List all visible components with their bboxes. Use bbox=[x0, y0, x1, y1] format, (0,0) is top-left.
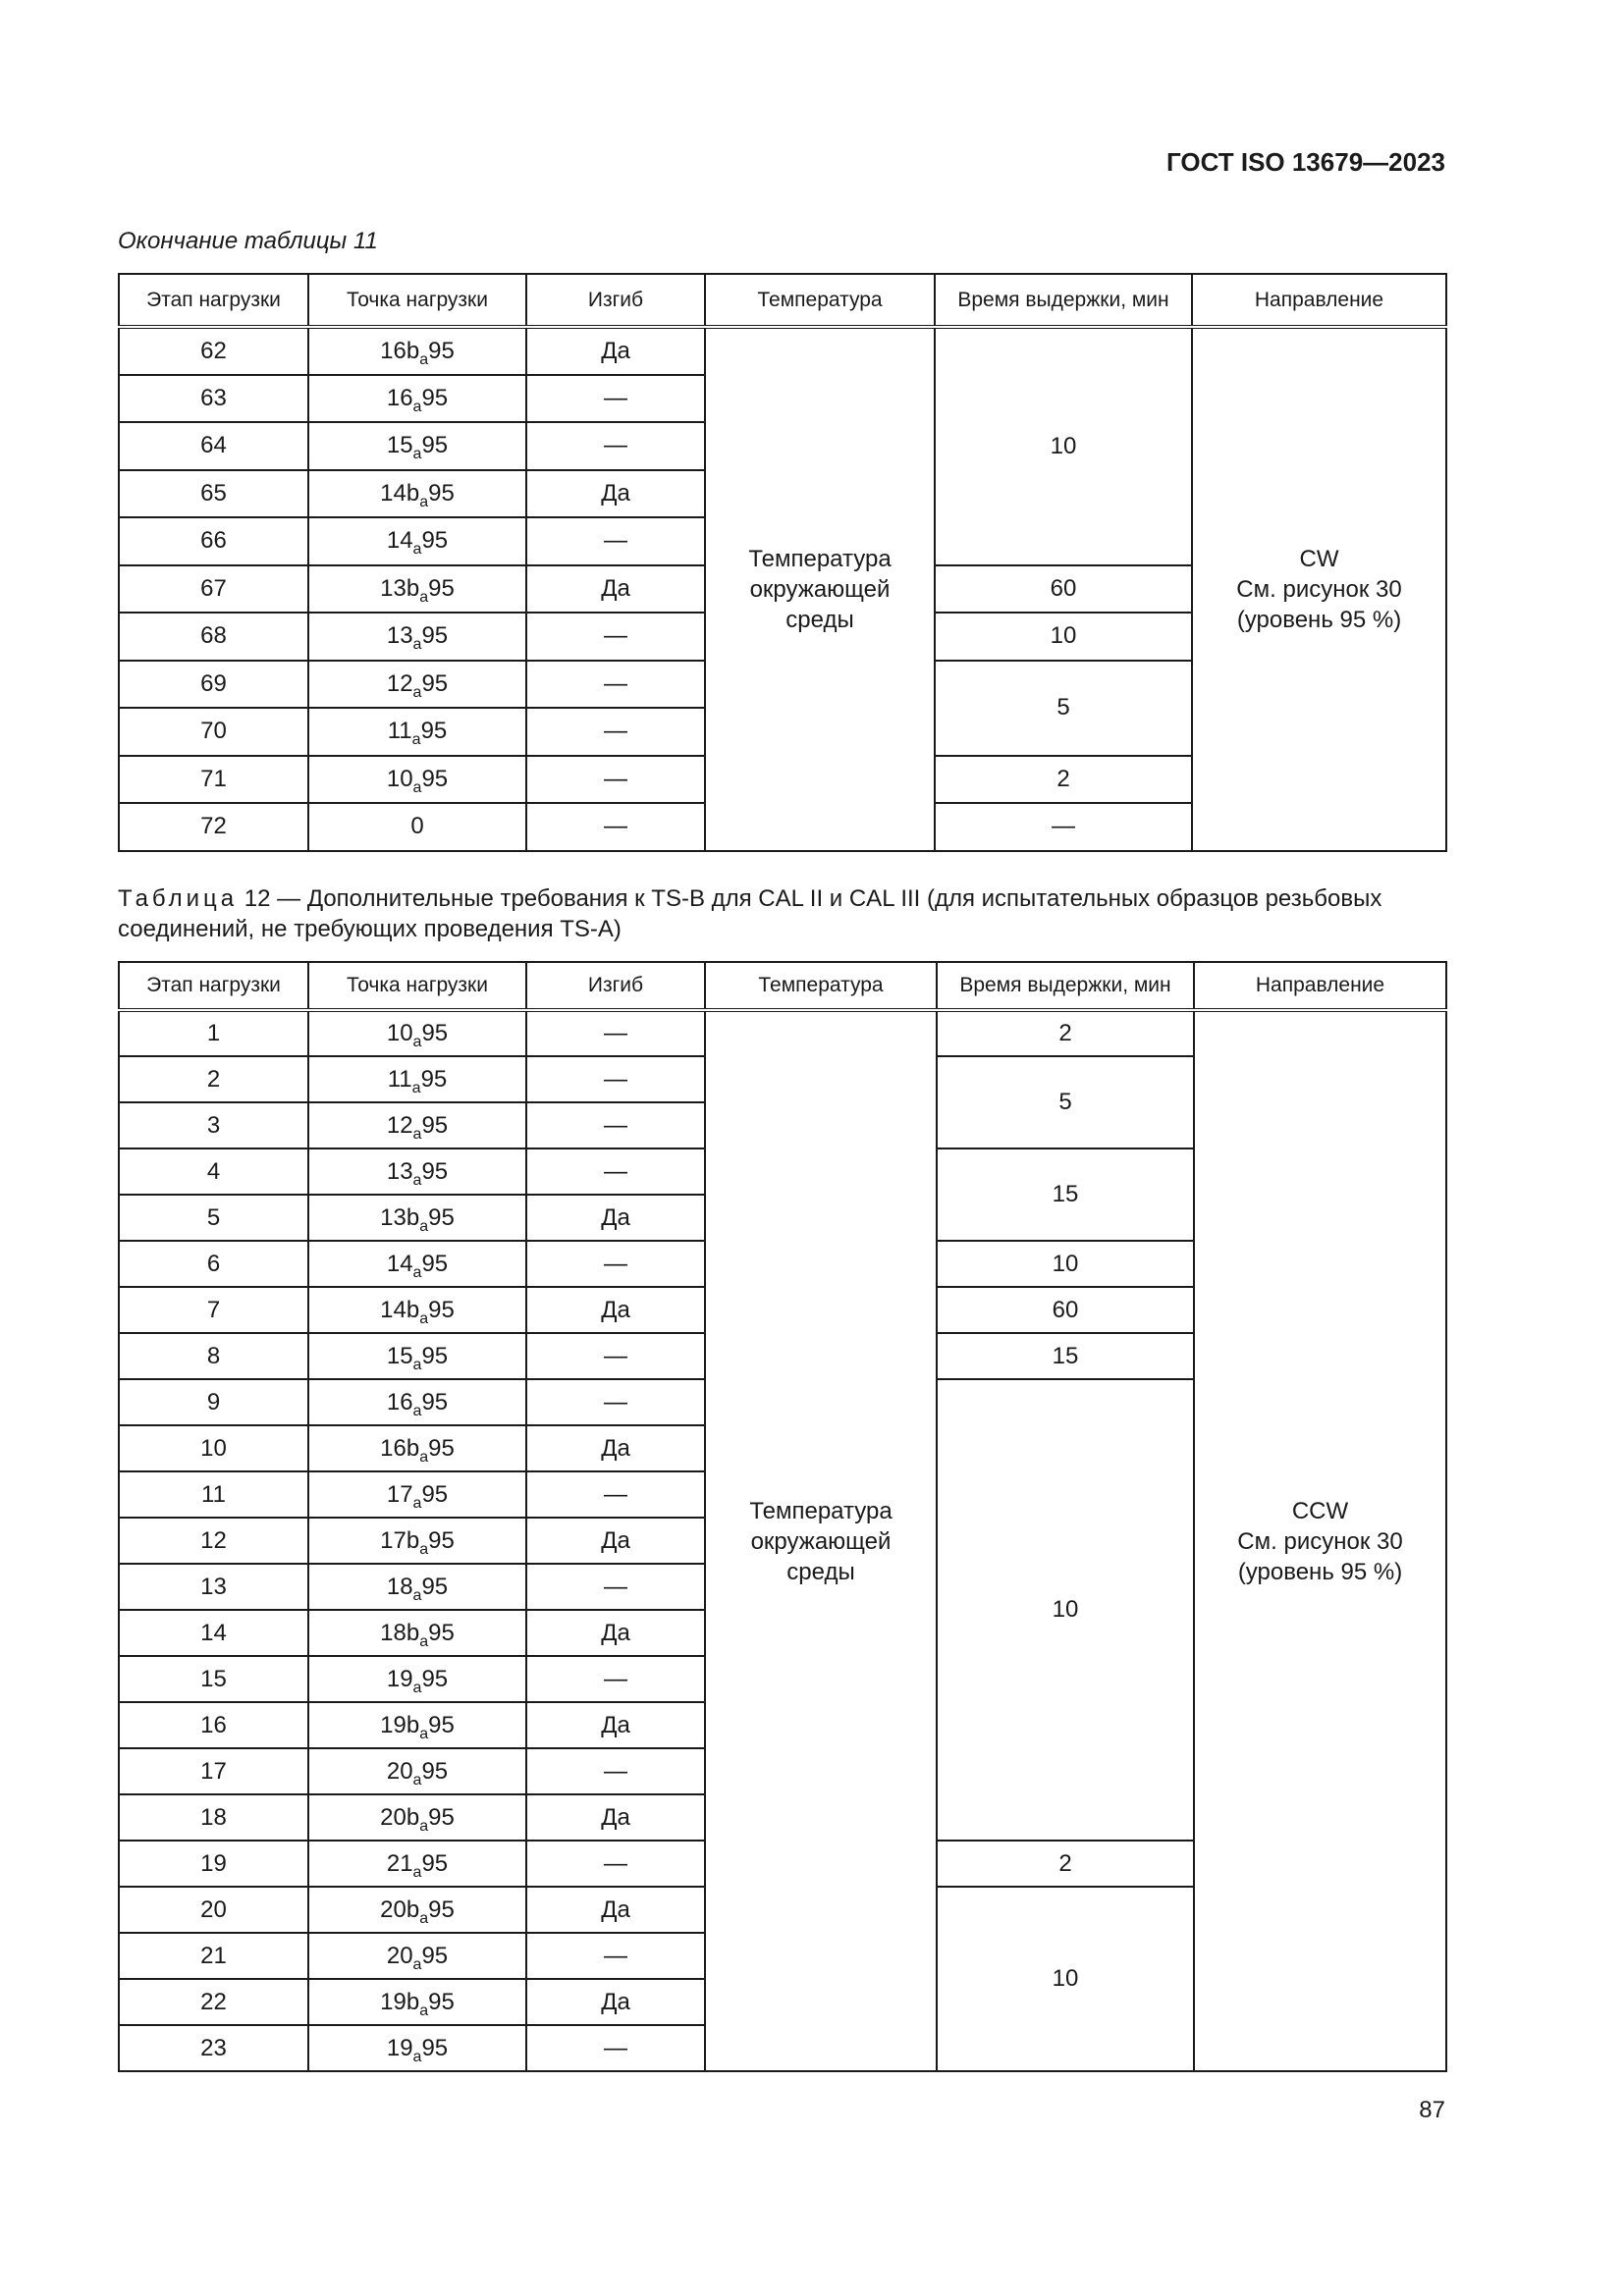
stage-cell: 16 bbox=[119, 1702, 308, 1748]
hold-time-cell: 2 bbox=[937, 1841, 1194, 1887]
load-point-subscript: a bbox=[412, 446, 422, 463]
load-point-main: 13b bbox=[380, 574, 420, 602]
load-point-subscript: a bbox=[419, 493, 429, 510]
load-point-tail: 95 bbox=[421, 622, 449, 650]
load-point-tail: 95 bbox=[428, 1711, 455, 1738]
load-point-tail: 95 bbox=[420, 1065, 448, 1093]
load-point-main: 18 bbox=[386, 1573, 413, 1600]
load-point-main: 19 bbox=[386, 1665, 413, 1692]
load-point-subscript: a bbox=[412, 1263, 422, 1281]
table-12 bbox=[118, 961, 1447, 2072]
load-point-main: 18b bbox=[380, 1619, 420, 1646]
hold-time-cell: 10 bbox=[935, 613, 1192, 661]
bend-cell: — bbox=[526, 1102, 705, 1148]
load-point-cell bbox=[308, 1241, 526, 1287]
load-point-main: 14 bbox=[386, 1250, 413, 1277]
table-row bbox=[119, 327, 1446, 375]
bend-cell: — bbox=[526, 1333, 705, 1379]
load-point-subscript: a bbox=[412, 2048, 422, 2065]
hold-time-cell: 10 bbox=[937, 1887, 1194, 2071]
load-point-cell bbox=[308, 1887, 526, 1933]
load-point-subscript: a bbox=[412, 683, 422, 701]
load-point-cell bbox=[308, 1010, 526, 1056]
load-point-subscript: a bbox=[419, 1817, 429, 1835]
load-point-subscript: a bbox=[419, 1217, 429, 1235]
bend-cell: Да bbox=[526, 565, 705, 614]
temperature-line: среды bbox=[786, 1558, 855, 1585]
bend-cell: Да bbox=[526, 1794, 705, 1841]
load-point-main: 15 bbox=[386, 1342, 413, 1369]
load-point-tail: 95 bbox=[421, 1111, 449, 1139]
load-point-tail: 95 bbox=[421, 1342, 449, 1369]
load-point-subscript: a bbox=[412, 636, 422, 654]
stage-cell: 22 bbox=[119, 1979, 308, 2025]
load-point-main: 14b bbox=[380, 1296, 420, 1323]
stage-cell: 70 bbox=[119, 708, 308, 756]
load-point-main: 20b bbox=[380, 1896, 420, 1923]
load-point-cell bbox=[308, 661, 526, 709]
load-point-cell bbox=[308, 1333, 526, 1379]
hold-time-cell: 2 bbox=[937, 1010, 1194, 1056]
load-point-tail: 95 bbox=[421, 432, 449, 459]
stage-cell: 5 bbox=[119, 1195, 308, 1241]
load-point-main: 20 bbox=[386, 1757, 413, 1785]
load-point-main: 17 bbox=[386, 1480, 413, 1508]
stage-cell: 19 bbox=[119, 1841, 308, 1887]
load-point-cell bbox=[308, 1841, 526, 1887]
load-point-cell bbox=[308, 1379, 526, 1425]
bend-cell: — bbox=[526, 375, 705, 423]
load-point-main: 16 bbox=[386, 1388, 413, 1415]
page-number: 87 bbox=[1419, 2097, 1445, 2123]
bend-cell: — bbox=[526, 1564, 705, 1610]
load-point-main: 13b bbox=[380, 1203, 420, 1231]
load-point-main: 10 bbox=[386, 765, 413, 792]
load-point-subscript: a bbox=[412, 1034, 422, 1050]
stage-cell: 12 bbox=[119, 1518, 308, 1564]
stage-cell: 62 bbox=[119, 327, 308, 375]
stage-cell: 1 bbox=[119, 1010, 308, 1056]
load-point-subscript: a bbox=[419, 588, 429, 606]
bend-cell: — bbox=[526, 803, 705, 851]
stage-cell: 18 bbox=[119, 1794, 308, 1841]
stage-cell: 10 bbox=[119, 1425, 308, 1471]
load-point-cell bbox=[308, 1702, 526, 1748]
load-point-cell bbox=[308, 470, 526, 518]
load-point-cell bbox=[308, 1748, 526, 1794]
load-point-main: 19 bbox=[386, 2034, 413, 2061]
column-header-load-point: Точка нагрузки bbox=[308, 962, 526, 1010]
direction-line: См. рисунок 30 bbox=[1236, 575, 1402, 603]
column-header-stage: Этап нагрузки bbox=[119, 962, 308, 1010]
load-point-tail: 95 bbox=[421, 1942, 449, 1969]
load-point-tail: 95 bbox=[421, 1573, 449, 1600]
direction-line: (уровень 95 %) bbox=[1236, 606, 1402, 633]
load-point-cell bbox=[308, 2025, 526, 2071]
bend-cell: — bbox=[526, 1841, 705, 1887]
load-point-subscript: a bbox=[412, 541, 422, 559]
table-row bbox=[119, 1010, 1446, 1056]
stage-cell: 7 bbox=[119, 1287, 308, 1333]
load-point-tail: 95 bbox=[428, 1203, 455, 1231]
table-header-row bbox=[119, 274, 1446, 327]
bend-cell: — bbox=[526, 1148, 705, 1195]
load-point-tail: 95 bbox=[428, 1296, 455, 1323]
bend-cell: — bbox=[526, 1748, 705, 1794]
hold-time-cell: 60 bbox=[937, 1287, 1194, 1333]
load-point-subscript: a bbox=[412, 1402, 422, 1419]
hold-time-cell: 10 bbox=[937, 1241, 1194, 1287]
stage-cell: 72 bbox=[119, 803, 308, 851]
bend-cell: Да bbox=[526, 327, 705, 375]
load-point-main: 11 bbox=[387, 1065, 412, 1093]
load-point-main: 0 bbox=[410, 813, 424, 840]
load-point-subscript: a bbox=[412, 1771, 422, 1789]
column-header-direction: Направление bbox=[1194, 962, 1446, 1010]
load-point-main: 16b bbox=[380, 1434, 420, 1462]
bend-cell: Да bbox=[526, 1518, 705, 1564]
direction-line: (уровень 95 %) bbox=[1237, 1558, 1403, 1585]
load-point-tail: 95 bbox=[428, 1988, 455, 2015]
bend-cell: — bbox=[526, 2025, 705, 2071]
stage-cell: 2 bbox=[119, 1056, 308, 1102]
load-point-tail: 95 bbox=[428, 1434, 455, 1462]
bend-cell: — bbox=[526, 1010, 705, 1056]
stage-cell: 3 bbox=[119, 1102, 308, 1148]
column-header-load-point: Точка нагрузки bbox=[308, 274, 526, 327]
load-point-cell bbox=[308, 1564, 526, 1610]
load-point-main: 11 bbox=[387, 718, 412, 745]
stage-cell: 21 bbox=[119, 1933, 308, 1979]
bend-cell: Да bbox=[526, 1425, 705, 1471]
stage-cell: 9 bbox=[119, 1379, 308, 1425]
hold-time-cell: 5 bbox=[935, 661, 1192, 756]
load-point-main: 10 bbox=[386, 1020, 413, 1046]
direction-line: См. рисунок 30 bbox=[1237, 1527, 1403, 1555]
load-point-main: 21 bbox=[386, 1849, 413, 1877]
load-point-subscript: a bbox=[419, 1909, 429, 1927]
bend-cell: — bbox=[526, 1241, 705, 1287]
load-point-cell bbox=[308, 1656, 526, 1702]
load-point-cell bbox=[308, 422, 526, 470]
stage-cell: 17 bbox=[119, 1748, 308, 1794]
table-11-continuation-caption: Окончание таблицы 11 bbox=[118, 228, 378, 254]
column-header-temperature: Температура bbox=[705, 962, 937, 1010]
direction-cell bbox=[1194, 1010, 1446, 2071]
load-point-main: 14 bbox=[386, 527, 413, 555]
bend-cell: — bbox=[526, 1056, 705, 1102]
load-point-cell bbox=[308, 1056, 526, 1102]
load-point-tail: 95 bbox=[428, 574, 455, 602]
stage-cell: 11 bbox=[119, 1471, 308, 1518]
hold-time-cell: 60 bbox=[935, 565, 1192, 614]
table-12-caption bbox=[118, 883, 1445, 944]
bend-cell: — bbox=[526, 613, 705, 661]
stage-cell: 23 bbox=[119, 2025, 308, 2071]
load-point-cell bbox=[308, 327, 526, 375]
stage-cell: 68 bbox=[119, 613, 308, 661]
load-point-subscript: a bbox=[419, 1540, 429, 1558]
load-point-subscript: a bbox=[419, 1725, 429, 1742]
direction-line: CCW bbox=[1291, 1497, 1349, 1524]
bend-cell: — bbox=[526, 1656, 705, 1702]
hold-time-cell: 15 bbox=[937, 1148, 1194, 1241]
load-point-main: 19b bbox=[380, 1988, 420, 2015]
load-point-subscript: a bbox=[412, 398, 422, 415]
stage-cell: 14 bbox=[119, 1610, 308, 1656]
load-point-tail: 95 bbox=[421, 1757, 449, 1785]
load-point-subscript: a bbox=[412, 1586, 422, 1604]
load-point-tail: 95 bbox=[421, 1388, 449, 1415]
load-point-subscript: a bbox=[412, 1171, 422, 1189]
load-point-tail: 95 bbox=[421, 1849, 449, 1877]
load-point-tail: 95 bbox=[428, 1896, 455, 1923]
load-point-cell bbox=[308, 1148, 526, 1195]
bend-cell: — bbox=[526, 422, 705, 470]
bend-cell: — bbox=[526, 1471, 705, 1518]
load-point-cell bbox=[308, 613, 526, 661]
table-12-label: Таблица bbox=[118, 885, 239, 912]
load-point-main: 16 bbox=[386, 384, 413, 411]
hold-time-cell: 10 bbox=[935, 327, 1192, 565]
load-point-cell bbox=[308, 1933, 526, 1979]
stage-cell: 13 bbox=[119, 1564, 308, 1610]
load-point-tail: 95 bbox=[421, 527, 449, 555]
load-point-tail: 95 bbox=[421, 1020, 449, 1046]
column-header-bend: Изгиб bbox=[526, 274, 705, 327]
load-point-cell bbox=[308, 1425, 526, 1471]
load-point-tail: 95 bbox=[421, 2034, 449, 2061]
stage-cell: 15 bbox=[119, 1656, 308, 1702]
load-point-cell bbox=[308, 756, 526, 804]
load-point-cell bbox=[308, 375, 526, 423]
load-point-subscript: a bbox=[411, 731, 421, 749]
load-point-cell bbox=[308, 1794, 526, 1841]
temperature-line: Температура bbox=[748, 545, 892, 572]
load-point-subscript: a bbox=[419, 1309, 429, 1327]
hold-time-cell: 10 bbox=[937, 1379, 1194, 1841]
load-point-tail: 95 bbox=[421, 1480, 449, 1508]
temperature-line: окружающей bbox=[749, 575, 891, 603]
column-header-hold-time: Время выдержки, мин bbox=[935, 274, 1192, 327]
table-header-row bbox=[119, 962, 1446, 1010]
bend-cell: Да bbox=[526, 470, 705, 518]
stage-cell: 65 bbox=[119, 470, 308, 518]
load-point-cell bbox=[308, 565, 526, 614]
bend-cell: — bbox=[526, 517, 705, 565]
load-point-subscript: a bbox=[419, 350, 429, 368]
temperature-line: среды bbox=[785, 606, 854, 633]
load-point-main: 17b bbox=[380, 1526, 420, 1554]
load-point-subscript: a bbox=[419, 2002, 429, 2019]
column-header-temperature: Температура bbox=[705, 274, 935, 327]
bend-cell: — bbox=[526, 756, 705, 804]
load-point-main: 12 bbox=[386, 669, 413, 697]
hold-time-cell: 2 bbox=[935, 756, 1192, 804]
column-header-hold-time: Время выдержки, мин bbox=[937, 962, 1194, 1010]
stage-cell: 66 bbox=[119, 517, 308, 565]
load-point-cell bbox=[308, 1518, 526, 1564]
load-point-subscript: a bbox=[412, 1125, 422, 1143]
hold-time-cell: — bbox=[935, 803, 1192, 851]
load-point-cell bbox=[308, 1287, 526, 1333]
load-point-tail: 95 bbox=[421, 1157, 449, 1185]
load-point-tail: 95 bbox=[421, 669, 449, 697]
load-point-subscript: a bbox=[412, 1356, 422, 1373]
load-point-cell bbox=[308, 708, 526, 756]
load-point-cell bbox=[308, 1471, 526, 1518]
load-point-tail: 95 bbox=[428, 1619, 455, 1646]
load-point-cell bbox=[308, 517, 526, 565]
load-point-main: 20 bbox=[386, 1942, 413, 1969]
load-point-cell bbox=[308, 1610, 526, 1656]
load-point-subscript: a bbox=[412, 1863, 422, 1881]
stage-cell: 6 bbox=[119, 1241, 308, 1287]
load-point-subscript: a bbox=[419, 1448, 429, 1466]
load-point-cell bbox=[308, 803, 526, 851]
stage-cell: 67 bbox=[119, 565, 308, 614]
load-point-main: 16b bbox=[380, 337, 420, 364]
load-point-cell bbox=[308, 1195, 526, 1241]
bend-cell: Да bbox=[526, 1979, 705, 2025]
bend-cell: Да bbox=[526, 1610, 705, 1656]
temperature-cell bbox=[705, 327, 935, 851]
stage-cell: 69 bbox=[119, 661, 308, 709]
load-point-subscript: a bbox=[412, 1955, 422, 1973]
load-point-tail: 95 bbox=[428, 479, 455, 507]
load-point-tail: 95 bbox=[428, 1803, 455, 1831]
load-point-subscript: a bbox=[412, 1679, 422, 1696]
load-point-cell bbox=[308, 1102, 526, 1148]
load-point-tail: 95 bbox=[428, 337, 455, 364]
load-point-main: 20b bbox=[380, 1803, 420, 1831]
load-point-main: 15 bbox=[386, 432, 413, 459]
stage-cell: 64 bbox=[119, 422, 308, 470]
bend-cell: — bbox=[526, 661, 705, 709]
load-point-tail: 95 bbox=[421, 1250, 449, 1277]
temperature-line: Температура bbox=[749, 1497, 893, 1524]
load-point-tail: 95 bbox=[421, 384, 449, 411]
load-point-subscript: a bbox=[411, 1079, 421, 1096]
stage-cell: 8 bbox=[119, 1333, 308, 1379]
document-id-header: ГОСТ ISO 13679—2023 bbox=[1165, 147, 1445, 177]
load-point-subscript: a bbox=[419, 1632, 429, 1650]
stage-cell: 63 bbox=[119, 375, 308, 423]
table-12-title: 12 — Дополнительные требования к TS-B для CAL II и CAL III (для испытательных образцов резьбовых соединений, не требующих проведения TS-A) bbox=[118, 885, 1382, 942]
stage-cell: 4 bbox=[119, 1148, 308, 1195]
load-point-tail: 95 bbox=[428, 1526, 455, 1554]
temperature-cell bbox=[705, 1010, 937, 2071]
column-header-stage: Этап нагрузки bbox=[119, 274, 308, 327]
stage-cell: 20 bbox=[119, 1887, 308, 1933]
bend-cell: Да bbox=[526, 1195, 705, 1241]
load-point-tail: 95 bbox=[420, 718, 448, 745]
column-header-direction: Направление bbox=[1192, 274, 1446, 327]
load-point-main: 19b bbox=[380, 1711, 420, 1738]
bend-cell: Да bbox=[526, 1887, 705, 1933]
load-point-main: 14b bbox=[380, 479, 420, 507]
bend-cell: Да bbox=[526, 1287, 705, 1333]
load-point-cell bbox=[308, 1979, 526, 2025]
table-11-continuation bbox=[118, 273, 1447, 852]
load-point-main: 13 bbox=[386, 622, 413, 650]
load-point-main: 12 bbox=[386, 1111, 413, 1139]
bend-cell: — bbox=[526, 1933, 705, 1979]
hold-time-cell: 5 bbox=[937, 1056, 1194, 1148]
load-point-subscript: a bbox=[412, 1494, 422, 1512]
bend-cell: — bbox=[526, 708, 705, 756]
load-point-subscript: a bbox=[412, 778, 422, 796]
load-point-tail: 95 bbox=[421, 1665, 449, 1692]
direction-cell bbox=[1192, 327, 1446, 851]
load-point-tail: 95 bbox=[421, 765, 449, 792]
bend-cell: Да bbox=[526, 1702, 705, 1748]
direction-line: CW bbox=[1299, 545, 1339, 572]
temperature-line: окружающей bbox=[750, 1527, 892, 1555]
bend-cell: — bbox=[526, 1379, 705, 1425]
hold-time-cell: 15 bbox=[937, 1333, 1194, 1379]
load-point-main: 13 bbox=[386, 1157, 413, 1185]
stage-cell: 71 bbox=[119, 756, 308, 804]
column-header-bend: Изгиб bbox=[526, 962, 705, 1010]
